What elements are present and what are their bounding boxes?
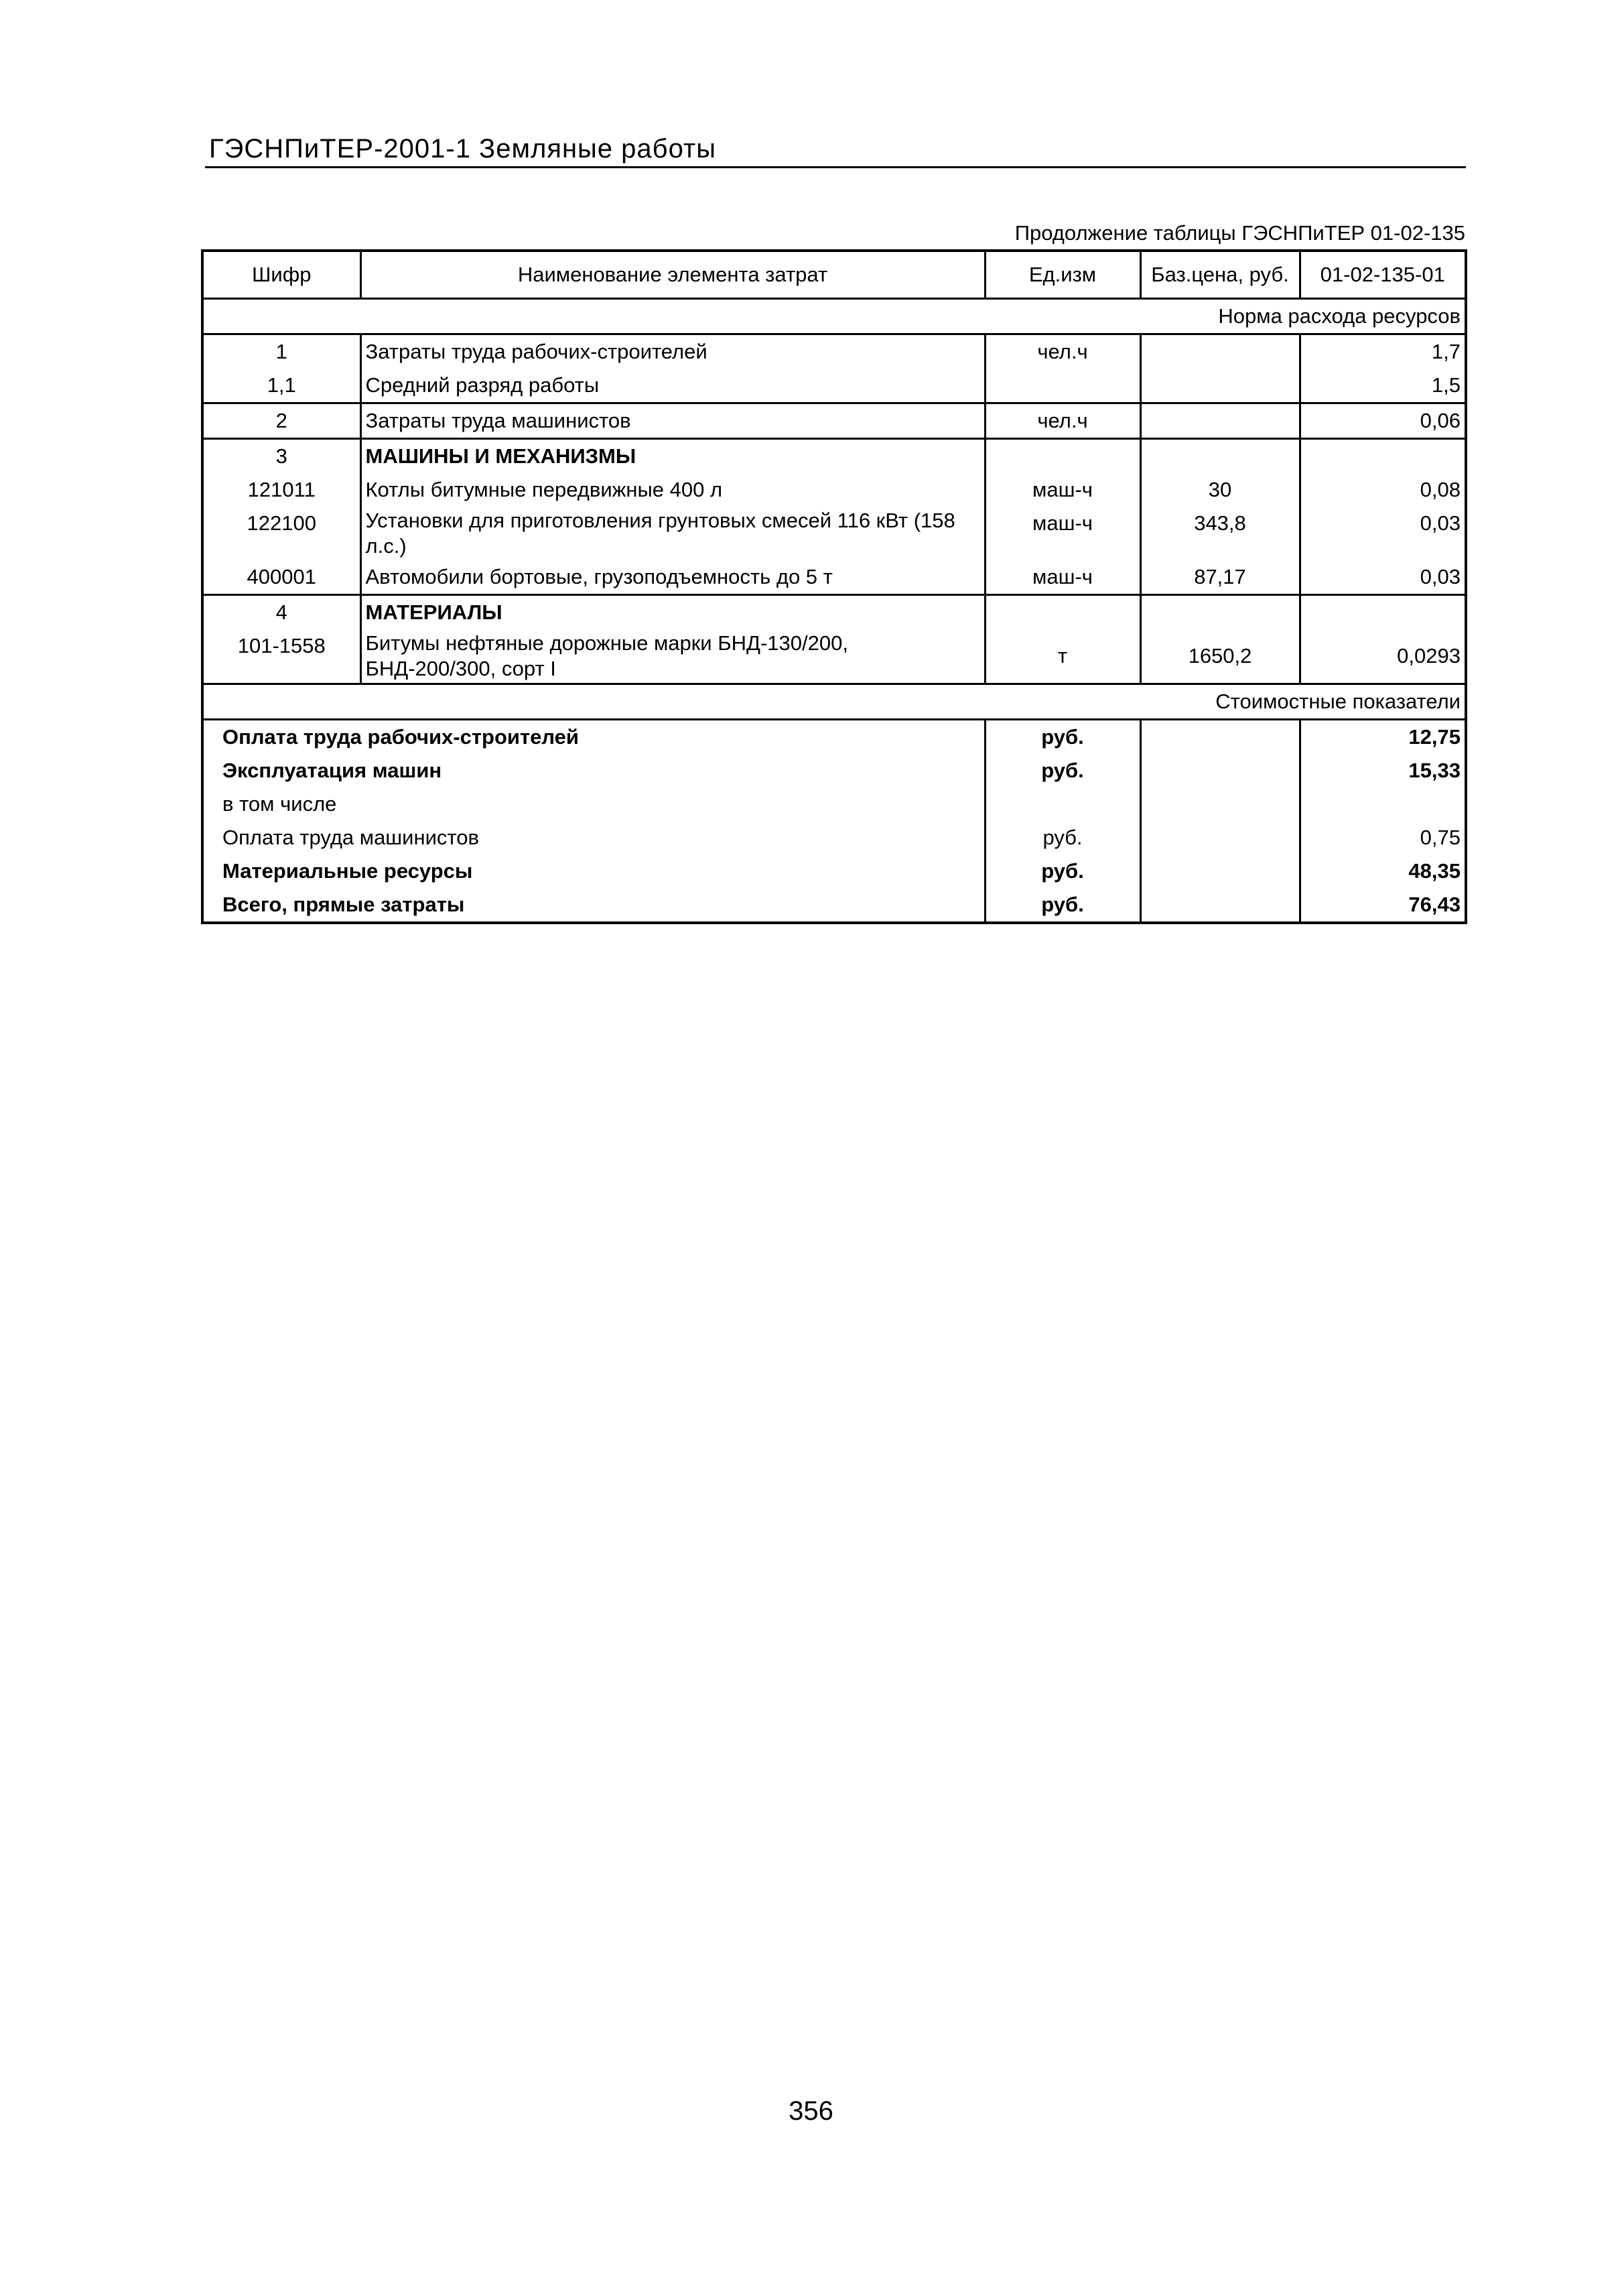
row-name: Битумы нефтяные дорожные марки БНД-130/200, БНД-200/300, сорт I	[360, 629, 985, 684]
row-code: 400001	[202, 560, 360, 595]
row-code: 121011	[202, 473, 360, 507]
row-value: 1,5	[1300, 369, 1466, 403]
cost-unit	[985, 787, 1140, 821]
row-unit	[985, 369, 1140, 403]
row-value: 0,06	[1300, 403, 1466, 439]
cost-value: 15,33	[1300, 754, 1466, 787]
table-row	[202, 473, 1466, 507]
cost-row	[202, 888, 1466, 923]
cost-row	[202, 754, 1466, 787]
header-unit: Ед.изм	[985, 251, 1140, 299]
row-name: Затраты труда рабочих-строителей	[360, 334, 985, 369]
row-price	[1140, 403, 1300, 439]
row-unit: т	[985, 629, 1140, 684]
machines-section-row	[202, 439, 1466, 474]
row-unit: чел.ч	[985, 334, 1140, 369]
row-value: 0,03	[1300, 507, 1466, 560]
section-code: 3	[202, 439, 360, 474]
table-caption: Продолжение таблицы ГЭСНПиТЕР 01-02-135	[1014, 221, 1465, 245]
row-price: 30	[1140, 473, 1300, 507]
cost-value: 12,75	[1300, 720, 1466, 755]
cost-row	[202, 821, 1466, 854]
page-number: 356	[789, 2096, 833, 2126]
cost-value: 0,75	[1300, 821, 1466, 854]
table-row	[202, 507, 1466, 560]
header-price: Баз.цена, руб.	[1140, 251, 1300, 299]
header-rule	[205, 166, 1466, 168]
cost-unit: руб.	[985, 720, 1140, 755]
cost-unit: руб.	[985, 821, 1140, 854]
cost-label: Эксплуатация машин	[202, 754, 985, 787]
row-code: 101-1558	[202, 629, 360, 684]
document-header-title: ГЭСНПиТЕР-2001-1 Земляные работы	[209, 134, 716, 164]
cost-value	[1300, 787, 1466, 821]
cost-label: Материальные ресурсы	[202, 854, 985, 888]
cost-row	[202, 787, 1466, 821]
materials-section-row	[202, 595, 1466, 630]
cost-unit: руб.	[985, 754, 1140, 787]
row-unit: маш-ч	[985, 507, 1140, 560]
norm-section-label: Норма расхода ресурсов	[202, 299, 1466, 334]
cost-value: 76,43	[1300, 888, 1466, 923]
row-unit: маш-ч	[985, 560, 1140, 595]
cost-row	[202, 720, 1466, 755]
row-code: 1,1	[202, 369, 360, 403]
header-code: Шифр	[202, 251, 360, 299]
row-unit: чел.ч	[985, 403, 1140, 439]
section-title: МАТЕРИАЛЫ	[360, 595, 985, 630]
table-header-row	[202, 251, 1466, 299]
row-price	[1140, 334, 1300, 369]
cost-section-label: Стоимостные показатели	[202, 684, 1466, 720]
row-code: 2	[202, 403, 360, 439]
norm-section-row	[202, 299, 1466, 334]
row-name: Средний разряд работы	[360, 369, 985, 403]
row-price: 87,17	[1140, 560, 1300, 595]
table-row	[202, 629, 1466, 684]
row-name: Котлы битумные передвижные 400 л	[360, 473, 985, 507]
cost-label: Оплата труда машинистов	[202, 821, 985, 854]
cost-row	[202, 854, 1466, 888]
row-value: 0,0293	[1300, 629, 1466, 684]
section-title: МАШИНЫ И МЕХАНИЗМЫ	[360, 439, 985, 474]
row-value: 0,08	[1300, 473, 1466, 507]
table-row	[202, 560, 1466, 595]
cost-label: Всего, прямые затраты	[202, 888, 985, 923]
table-row	[202, 369, 1466, 403]
row-code: 1	[202, 334, 360, 369]
row-price: 343,8	[1140, 507, 1300, 560]
cost-unit: руб.	[985, 854, 1140, 888]
row-name: Автомобили бортовые, грузоподъемность до 5 т	[360, 560, 985, 595]
cost-label: в том числе	[202, 787, 985, 821]
cost-value: 48,35	[1300, 854, 1466, 888]
row-name: Установки для приготовления грунтовых смесей 116 кВт (158 л.с.)	[360, 507, 985, 560]
header-value: 01-02-135-01	[1300, 251, 1466, 299]
row-code: 122100	[202, 507, 360, 560]
section-code: 4	[202, 595, 360, 630]
cost-unit: руб.	[985, 888, 1140, 923]
cost-section-row	[202, 684, 1466, 720]
row-unit: маш-ч	[985, 473, 1140, 507]
row-price	[1140, 369, 1300, 403]
resource-cost-table	[201, 249, 1467, 924]
header-name: Наименование элемента затрат	[360, 251, 985, 299]
table-row	[202, 403, 1466, 439]
row-name: Затраты труда машинистов	[360, 403, 985, 439]
cost-label: Оплата труда рабочих-строителей	[202, 720, 985, 755]
table-row	[202, 334, 1466, 369]
row-value: 0,03	[1300, 560, 1466, 595]
row-value: 1,7	[1300, 334, 1466, 369]
row-price: 1650,2	[1140, 629, 1300, 684]
